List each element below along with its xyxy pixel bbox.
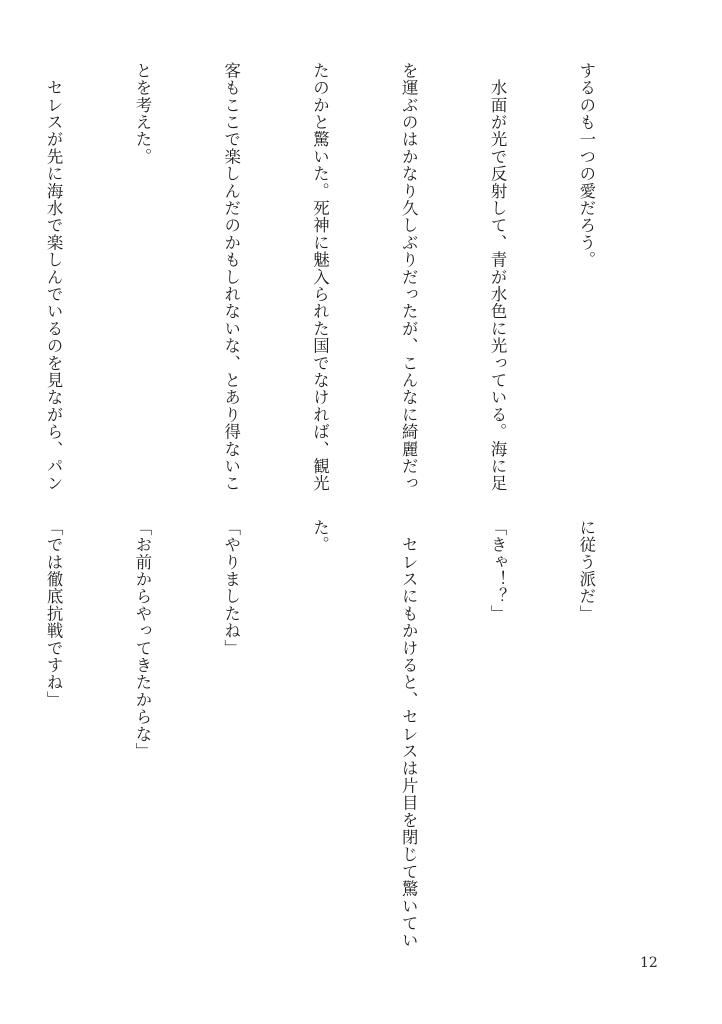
text-line: 水面が光で反射して、青が水色に光っている。海に足 bbox=[488, 62, 508, 492]
text-line: を運ぶのはかなり久しぶりだったが、こんなに綺麗だっ bbox=[399, 62, 419, 492]
text-line: セレスが先に海水で楽しんでいるのを見ながら、パン bbox=[44, 62, 64, 492]
text-line: たのかと驚いた。死神に魅入られた国でなければ、観光 bbox=[310, 62, 330, 492]
text-line: 「やりましたね」 bbox=[221, 519, 241, 657]
lower-text-block bbox=[0, 519, 660, 959]
text-line: 「お前からやってきたからな」 bbox=[132, 519, 152, 760]
text-line: 「きゃ！？」 bbox=[488, 519, 508, 623]
text-line: た。 bbox=[310, 519, 330, 554]
text-line: 「では徹底抗戦ですね」 bbox=[44, 519, 64, 709]
page-number: 12 bbox=[640, 955, 658, 971]
upper-text-block bbox=[0, 62, 660, 502]
text-line: に従う派だ」 bbox=[576, 519, 596, 623]
text-line: するのも一つの愛だろう。 bbox=[576, 62, 596, 269]
text-line: セレスにもかけると、セレスは片目を閉じて驚いてい bbox=[399, 519, 419, 949]
text-line: とを考えた。 bbox=[132, 62, 152, 166]
text-line: 客もここで楽しんだのかもしれないな、とあり得ないこ bbox=[221, 62, 241, 492]
